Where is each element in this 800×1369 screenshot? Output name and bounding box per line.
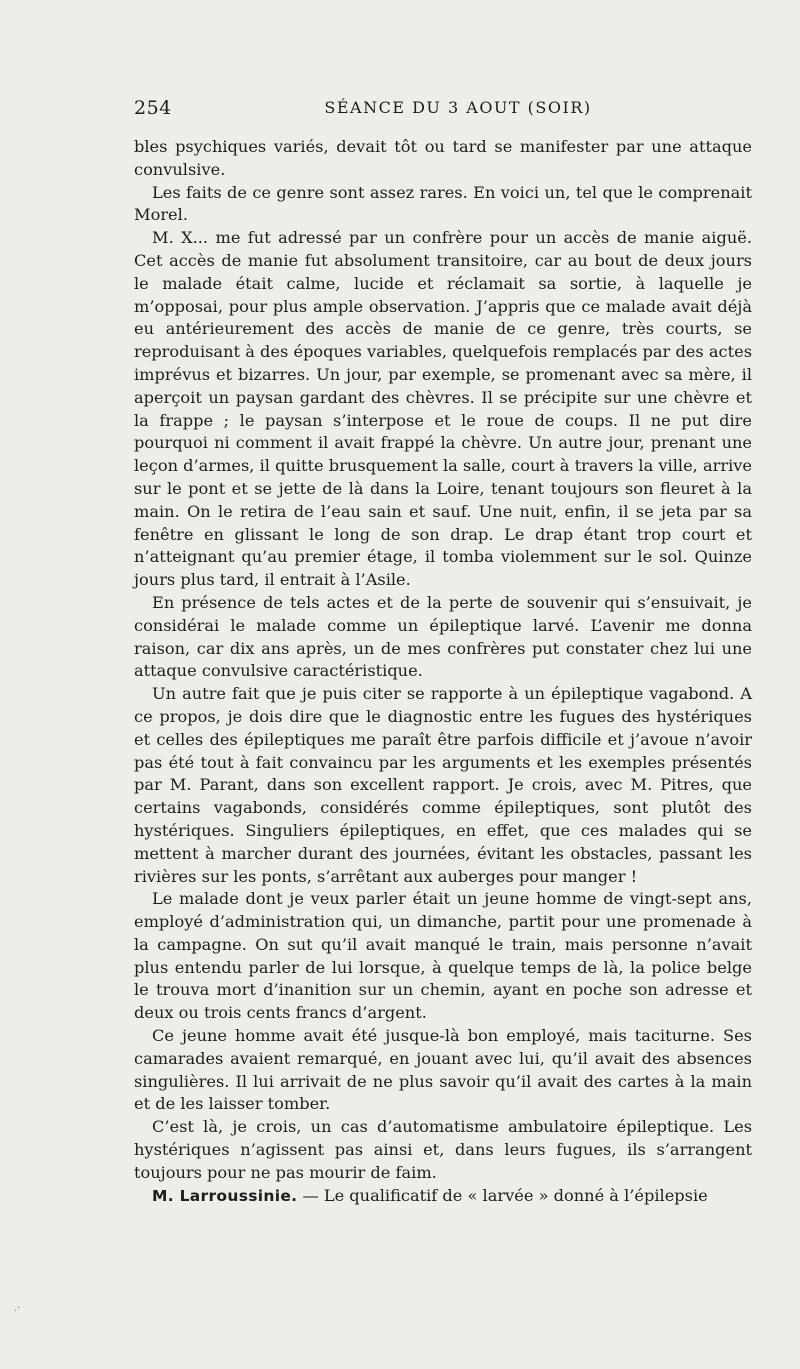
paragraph-last xyxy=(134,1185,752,1208)
paragraph: M. X... me fut adressé par un confrère pour un accès de manie aiguë. Cet accès de manie fut absolument transitoire, car au bout de deux jours le malade était calme, lucide et réclamait sa sortie, à laquelle je m’opposai, pour plus ample observation. J’appris que ce malade avait déjà eu antérieurement des accès de manie de ce genre, très courts, se reproduisant à des époques variables, quelquefois remplacés par des actes imprévus et bizarres. Un jour, par exemple, se promenant avec sa mère, il aperçoit un paysan gardant des chèvres. Il se précipite sur une chèvre et la frappe ; le paysan s’interpose et le roue de coups. Il ne put dire pourquoi ni comment il avait frappé la chèvre. Un autre jour, prenant une leçon d’armes, il quitte brusquement la salle, court à travers la ville, arrive sur le pont et se jette de là dans la Loire, tenant toujours son fleuret à la main. On le retira de l’eau sain et sauf. Une nuit, enfin, il se jeta par sa fenêtre en glissant le long de son drap. Le drap étant trop court et n’atteignant qu’au premier étage, il tomba violemment sur le sol. Quinze jours plus tard, il entrait à l’Asile. xyxy=(134,228,752,590)
paragraph: Un autre fait que je puis citer se rapporte à un épileptique vagabond. A ce propos, je dois dire que le diagnostic entre les fugues des hystériques et celles des épileptiques me paraît être parfois difficile et j’avoue n’avoir pas été tout à fait convaincu par les arguments et les exemples présentés par M. Parant, dans son excellent rapport. Je crois, avec M. Pitres, que certains vagabonds, considérés comme épileptiques, sont plutôt des hystériques. Singuliers épileptiques, en effet, que ces malades qui se mettent à marcher durant des journées, évitant les obstacles, passant les rivières sur les ponts, s’arrêtant aux auberges pour manger ! xyxy=(134,684,752,886)
paragraph: bles psychiques variés, devait tôt ou tard se manifester par une attaque convulsive. xyxy=(134,137,752,179)
scan-speck: .· xyxy=(14,1303,21,1314)
speaker-name: M. Larroussinie. xyxy=(152,1186,298,1205)
paragraph: C’est là, je crois, un cas d’automatisme ambulatoire épileptique. Les hystériques n’agissent pas ainsi et, dans leurs fugues, ils s’arrangent toujours pour ne pas mourir de faim. xyxy=(134,1117,752,1182)
running-header xyxy=(134,97,752,125)
body-text xyxy=(134,136,752,1207)
paragraph: Ce jeune homme avait été jusque-là bon employé, mais taciturne. Ses camarades avaient remarqué, en jouant avec lui, qu’il avait des absences singulières. Il lui arrivait de ne plus savoir qu’il avait des cartes à la main et de les laisser tomber. xyxy=(134,1026,752,1114)
paragraph: Le malade dont je veux parler était un jeune homme de vingt-sept ans, employé d’administration qui, un dimanche, partit pour une promenade à la campagne. On sut qu’il avait manqué le train, mais personne n’avait plus entendu parler de lui lorsque, à quelque temps de là, la police belge le trouva mort d’inanition sur un chemin, ayant en poche son adresse et deux ou trois cents francs d’argent. xyxy=(134,889,752,1023)
page-number: 254 xyxy=(134,97,172,119)
paragraph: Les faits de ce genre sont assez rares. En voici un, tel que le comprenait Morel. xyxy=(134,182,752,225)
paragraph: En présence de tels actes et de la perte de souvenir qui s’ensuivait, je considérai le malade comme un épileptique larvé. L’avenir me donna raison, car dix ans après, un de mes confrères put constater chez lui une attaque convulsive caractéristique. xyxy=(134,592,752,681)
running-title: SÉANCE DU 3 AOUT (SOIR) xyxy=(324,98,592,117)
speaker-text: — Le qualificatif de « larvée » donné à l’épilepsie xyxy=(297,1185,708,1205)
